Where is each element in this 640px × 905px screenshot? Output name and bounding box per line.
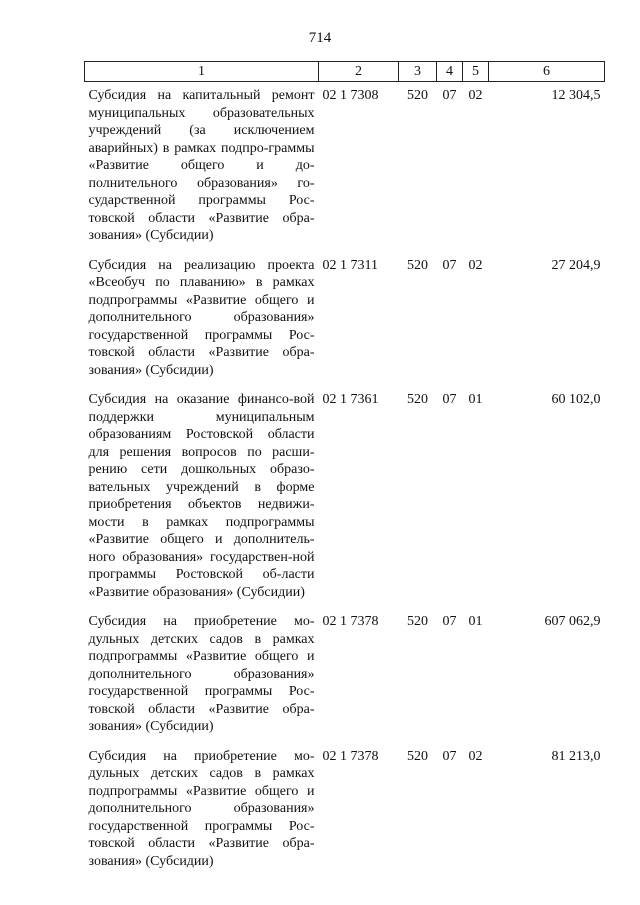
row-subsection: 01 [468,392,483,407]
row-description: Субсидия на капитальный ремонт муниципальных образовательных учреждений (за исключением аварийных) в рамках подпро-граммы «Развитие общего и до-полнительного образования» го-сударственной программы Рос-товской области «Развитие обра-зования» (Субсидии) [88,88,315,243]
row-amount: 12 304,5 [551,88,601,103]
row-expense-type: 520 [407,392,428,407]
table-row [85,252,605,387]
table-body [85,82,605,878]
row-section: 07 [442,88,457,103]
row-subsection: 02 [468,748,483,764]
header-cell-1: 1 [85,62,319,82]
header-row [85,62,605,82]
row-expense-type: 520 [407,257,428,273]
header-cell-6: 6 [489,62,605,82]
row-section: 07 [442,392,457,407]
row-expense-type: 520 [407,614,428,629]
row-target-code: 02 1 7308 [322,88,379,103]
row-target-code: 02 1 7361 [322,392,379,407]
row-expense-type: 520 [407,748,428,764]
row-section: 07 [442,614,457,629]
header-cell-3: 3 [399,62,437,82]
header-cell-5: 5 [463,62,489,82]
row-section: 07 [442,257,457,273]
table-row [85,386,605,608]
row-target-code: 02 1 7378 [322,614,379,629]
row-amount: 607 062,9 [544,614,601,629]
header-cell-2: 2 [319,62,399,82]
row-subsection: 01 [468,614,483,629]
row-amount: 81 213,0 [551,748,601,764]
row-target-code: 02 1 7378 [322,748,379,764]
table-row [85,743,605,878]
row-description: Субсидия на оказание финансо-вой поддержки муниципальным образованиям Ростовской области для решения вопросов по расши-рению сети дошкольных образо-вательных учреждений в форме приобретения объектов недвижи-мости в рамках подпрограммы «Развитие общего и дополнитель-ного образования» государствен-ной программы Ростовской об-ласти «Развитие образования» (Субсидии) [88,392,315,600]
budget-table [84,61,605,877]
row-description: Субсидия на реализацию проекта «Всеобуч по плаванию» в рамках подпрограммы «Развитие общего и дополнительного образования» государственной программы Рос-товской области «Развитие обра-зования» (Субсидии) [88,257,315,378]
row-description: Субсидия на приобретение мо-дульных детских садов в рамках подпрограммы «Развитие общего и дополнительного образования» государственной программы Рос-товской области «Развитие обра-зования» (Субсидии) [88,748,315,869]
row-target-code: 02 1 7311 [322,257,378,273]
page-number: 714 [308,30,332,46]
table-header [85,62,605,82]
table-row [85,608,605,743]
header-cell-4: 4 [437,62,463,82]
row-amount: 27 204,9 [551,257,601,273]
row-expense-type: 520 [407,88,428,103]
row-amount: 60 102,0 [551,392,601,407]
row-subsection: 02 [468,88,483,103]
table-row [85,82,605,252]
row-description: Субсидия на приобретение мо-дульных детских садов в рамках подпрограммы «Развитие общего и дополнительного образования» государственной программы Рос-товской области «Развитие обра-зования» (Субсидии) [88,614,315,734]
row-subsection: 02 [468,257,483,273]
row-section: 07 [442,748,457,764]
